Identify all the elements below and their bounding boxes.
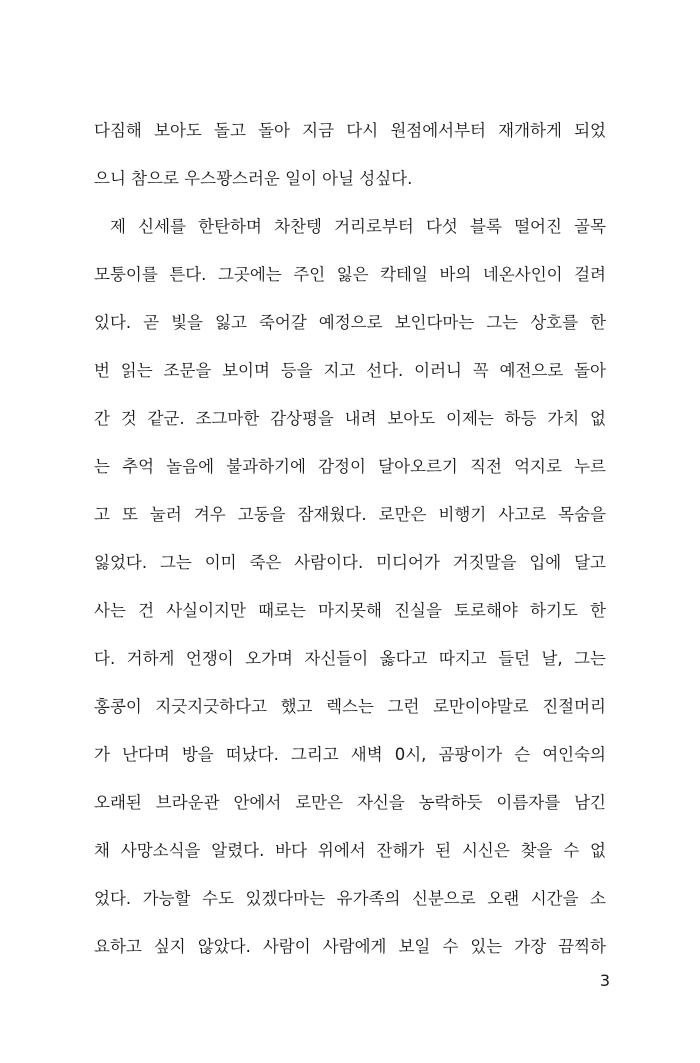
text-line: 오래된 브라운관 안에서 로만은 자신을 농락하듯 이름자를 남긴 [94,793,606,812]
text-line: 었다. 가능할 수도 있겠다마는 유가족의 신분으로 오랜 시간을 소 [94,889,606,908]
text-line: 제 신세를 한탄하며 차찬텡 거리로부터 다섯 블록 떨어진 골목 [110,217,606,236]
text-line: 간 것 같군. 조그마한 감상평을 내려 보아도 이제는 하등 가치 없 [94,409,606,428]
text-line: 고 또 눌러 겨우 고동을 잠재웠다. 로만은 비행기 사고로 목숨을 [94,505,606,524]
text-line: 있다. 곧 빛을 잃고 죽어갈 예정으로 보인다마는 그는 상호를 한 [94,313,606,332]
body-text [94,107,606,971]
text-line: 다. 거하게 언쟁이 오가며 자신들이 옳다고 따지고 들던 날, 그는 [94,649,606,668]
text-line: 모퉁이를 튼다. 그곳에는 주인 잃은 칵테일 바의 네온사인이 걸려 [94,265,606,284]
text-line: 가 난다며 방을 떠났다. 그리고 새벽 0시, 곰팡이가 슨 여인숙의 [94,745,606,764]
text-line: 요하고 싶지 않았다. 사람이 사람에게 보일 수 있는 가장 끔찍하 [94,937,606,956]
text-line: 사는 건 사실이지만 때로는 마지못해 진실을 토로해야 하기도 한 [94,601,606,620]
text-line: 번 읽는 조문을 보이며 등을 지고 선다. 이러니 꼭 예전으로 돌아 [94,361,606,380]
text-line: 다짐해 보아도 돌고 돌아 지금 다시 원점에서부터 재개하게 되었 [94,121,606,140]
text-line: 으니 참으로 우스꽝스러운 일이 아닐 성싶다. [94,169,413,188]
text-line: 홍콩이 지긋지긋하다고 했고 렉스는 그런 로만이야말로 진절머리 [94,697,606,716]
page-number: 3 [599,971,610,990]
text-line: 는 추억 놀음에 불과하기에 감정이 달아오르기 직전 억지로 누르 [94,457,606,476]
text-line: 잃었다. 그는 이미 죽은 사람이다. 미디어가 거짓말을 입에 달고 [94,553,606,572]
text-line: 채 사망소식을 알렸다. 바다 위에서 잔해가 된 시신은 찾을 수 없 [94,841,606,860]
